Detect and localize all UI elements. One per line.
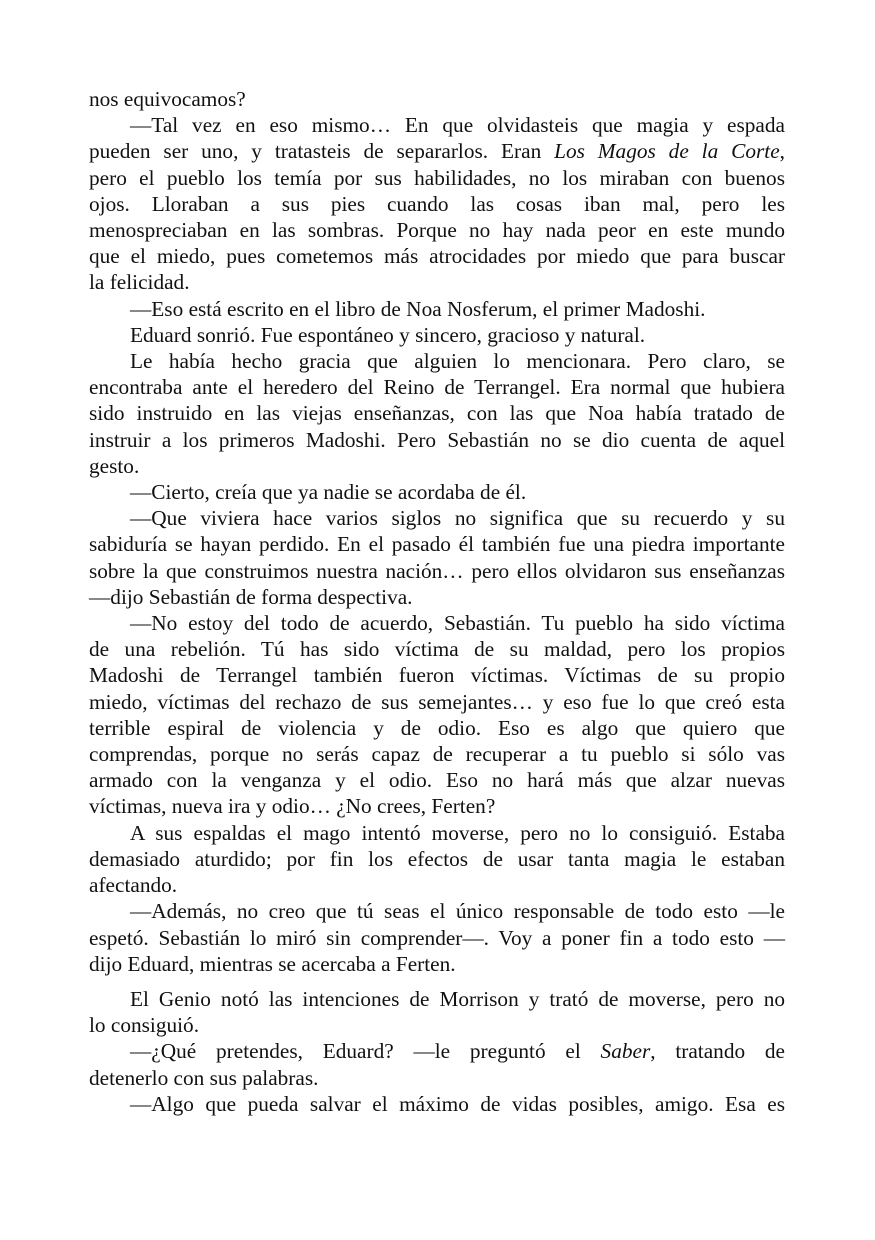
text-segment: —Eso está escrito en el libro de Noa Nosferum, el primer Madoshi. (130, 296, 706, 321)
text-line (89, 243, 785, 269)
text-segment: sido instruido en las viejas enseñanzas, con las que Noa había tratado de (89, 401, 785, 426)
text-line (89, 741, 785, 767)
text-line (89, 138, 785, 164)
text-line (89, 872, 785, 898)
text-line (89, 584, 785, 610)
text-line (89, 1091, 785, 1117)
italic-text: Saber (600, 1039, 651, 1064)
text-line (89, 191, 785, 217)
text-segment: comprendas, porque no serás capaz de recuperar a tu pueblo si sólo vas (89, 742, 785, 767)
text-line (89, 610, 785, 636)
text-line (89, 505, 785, 531)
text-line (89, 348, 785, 374)
text-line (89, 767, 785, 793)
paragraph (89, 479, 785, 505)
text-segment: demasiado aturdido; por fin los efectos de usar tanta magia le estaban (89, 846, 785, 871)
paragraph (89, 86, 785, 112)
text-line (89, 820, 785, 846)
text-segment: víctimas, nueva ira y odio… ¿No crees, Ferten? (89, 794, 496, 819)
italic-text: Los Magos de la Corte (554, 139, 780, 164)
text-line (89, 715, 785, 741)
text-segment: detenerlo con sus palabras. (89, 1065, 319, 1090)
text-line (89, 112, 785, 138)
text-segment: espetó. Sebastián lo miró sin comprender—. Voy a poner fin a todo esto — (89, 925, 785, 950)
text-line (89, 479, 785, 505)
book-page (89, 86, 785, 1117)
text-segment: Eduard sonrió. Fue espontáneo y sincero, gracioso y natural. (130, 322, 646, 347)
text-segment: , tratando de (650, 1039, 785, 1064)
text-segment: pueden ser uno, y tratasteis de separarlos. Eran (89, 139, 555, 164)
text-segment: El Genio notó las intenciones de Morrison y trató de moverse, pero no (130, 986, 785, 1011)
text-segment: encontraba ante el heredero del Reino de Terrangel. Era normal que hubiera (89, 375, 785, 400)
paragraph (89, 898, 785, 977)
text-segment: Madoshi de Terrangel también fueron víctimas. Víctimas de su propio (89, 663, 785, 688)
text-segment: —Algo que pueda salvar el máximo de vidas posibles, amigo. Esa es (130, 1091, 785, 1116)
text-line (89, 400, 785, 426)
text-segment: gesto. (89, 453, 140, 478)
text-line (89, 453, 785, 479)
text-segment: dijo Eduard, mientras se acercaba a Ferten. (89, 951, 456, 976)
text-line (89, 427, 785, 453)
text-segment: que el miedo, pues cometemos más atrocidades por miedo que para buscar (89, 244, 785, 269)
text-line (89, 636, 785, 662)
text-line (89, 689, 785, 715)
paragraph (89, 1038, 785, 1090)
text-line (89, 217, 785, 243)
text-line (89, 793, 785, 819)
text-segment: terrible espiral de violencia y de odio. Eso es algo que quiero que (89, 715, 785, 740)
text-segment: nos equivocamos? (89, 87, 246, 111)
text-segment: armado con la venganza y el odio. Eso no hará más que alzar nuevas (89, 768, 785, 793)
paragraph (89, 610, 785, 820)
text-line (89, 662, 785, 688)
text-line (89, 296, 785, 322)
text-segment: —¿Qué pretendes, Eduard? —le preguntó el (130, 1039, 601, 1064)
paragraph (89, 820, 785, 899)
text-line (89, 898, 785, 924)
text-segment: instruir a los primeros Madoshi. Pero Sebastián no se dio cuenta de aquel (89, 427, 785, 452)
text-line (89, 951, 785, 977)
text-line (89, 269, 785, 295)
text-line (89, 1065, 785, 1091)
text-segment: menospreciaban en las sombras. Porque no hay nada peor en este mundo (89, 218, 785, 243)
text-segment: Le había hecho gracia que alguien lo mencionara. Pero claro, se (130, 349, 785, 374)
text-line (89, 846, 785, 872)
text-segment: —Que viviera hace varios siglos no significa que su recuerdo y su (130, 506, 785, 531)
text-segment: —dijo Sebastián de forma despectiva. (89, 584, 413, 609)
text-segment: —No estoy del todo de acuerdo, Sebastián. Tu pueblo ha sido víctima (130, 611, 785, 636)
text-segment: —Tal vez en eso mismo… En que olvidasteis que magia y espada (130, 113, 785, 138)
paragraph (89, 986, 785, 1038)
text-segment: pero el pueblo los temía por sus habilidades, no los miraban con buenos (89, 165, 785, 190)
text-segment: , (779, 139, 785, 164)
text-segment: miedo, víctimas del rechazo de sus semejantes… y eso fue lo que creó esta (89, 689, 785, 714)
text-line (89, 925, 785, 951)
text-line (89, 374, 785, 400)
paragraph (89, 505, 785, 610)
text-segment: de una rebelión. Tú has sido víctima de su maldad, pero los propios (89, 637, 785, 662)
text-line (89, 322, 785, 348)
text-line (89, 1012, 785, 1038)
text-line (89, 1038, 785, 1064)
text-segment: la felicidad. (89, 270, 190, 295)
text-segment: lo consiguió. (89, 1013, 200, 1038)
text-segment: sabiduría se hayan perdido. En el pasado él también fue una piedra importante (89, 532, 785, 557)
paragraph (89, 1091, 785, 1117)
text-line (89, 986, 785, 1012)
text-line (89, 558, 785, 584)
text-line (89, 165, 785, 191)
paragraph (89, 296, 785, 322)
text-line (89, 86, 785, 112)
text-segment: afectando. (89, 873, 178, 898)
text-segment: A sus espaldas el mago intentó moverse, pero no lo consiguió. Estaba (130, 820, 785, 845)
text-segment: —Además, no creo que tú seas el único responsable de todo esto —le (130, 899, 785, 924)
paragraph (89, 322, 785, 348)
text-line (89, 531, 785, 557)
paragraph (89, 112, 785, 295)
text-segment: —Cierto, creía que ya nadie se acordaba de él. (130, 480, 527, 505)
paragraph (89, 348, 785, 479)
text-segment: sobre la que construimos nuestra nación… pero ellos olvidaron sus enseñanzas (89, 558, 785, 583)
text-segment: ojos. Lloraban a sus pies cuando las cosas iban mal, pero les (89, 191, 785, 216)
